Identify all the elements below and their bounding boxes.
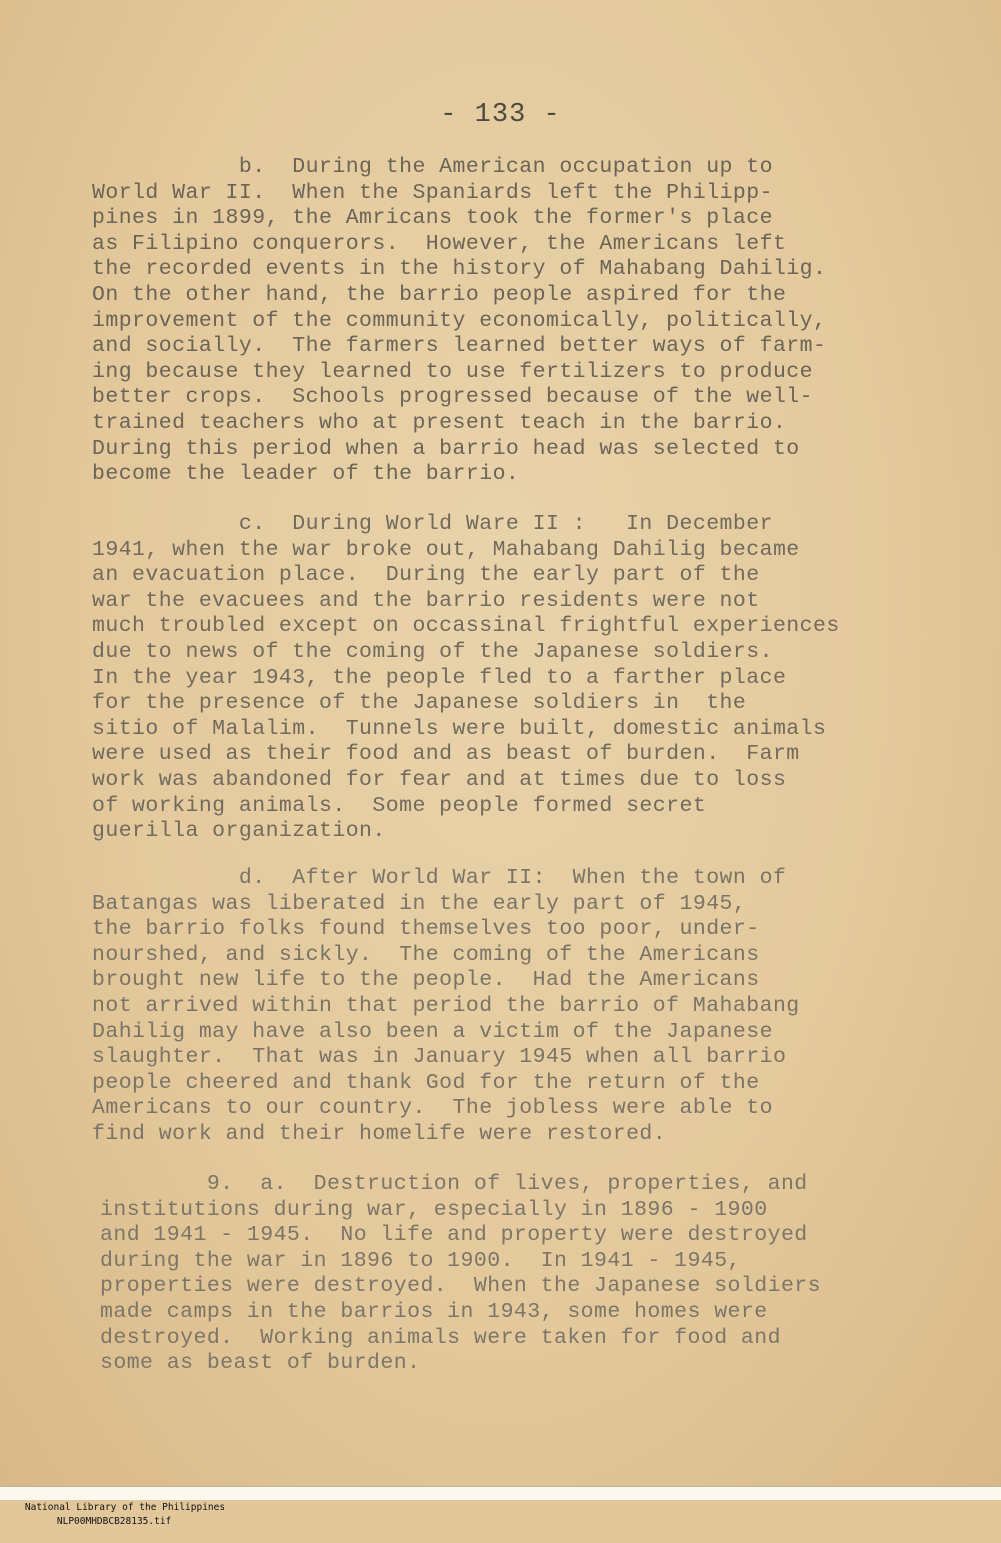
footer-institution: National Library of the Philippines bbox=[24, 1502, 226, 1513]
paragraph-9a-destruction: 9. a. Destruction of lives, properties, and institutions during war, especially in 1896 - 1900 and 1941 - 1945. No life and property were destroyed during the war in 1896 to 1900. In 1941 - 1945, properties were destroyed. When the Japanese soldiers made camps in the barrios in 1943, some homes were destroyed. Working animals were taken for food and some as beast of burden. bbox=[100, 1172, 822, 1376]
page-number: - 133 - bbox=[440, 100, 561, 130]
paragraph-d-after-world-war-ii: d. After World War II: When the town of Batangas was liberated in the early part of 1945, the barrio folks found themselves too poor, under- nourshed, and sickly. The coming of the Americans brought new life to the people. Had the Americans not arrived within that period the barrio of Mahabang Dahilig may have also been a victim of the Japanese slaughter. That was in January 1945 when all barrio people cheered and thank God for the return of the Americans to our country. The jobless were able to find work and their homelife were restored. bbox=[92, 866, 800, 1146]
footer-filename: NLP00MHDBCB28135.tif bbox=[56, 1516, 172, 1527]
paragraph-b-american-occupation: b. During the American occupation up to World War II. When the Spaniards left the Philipp- pines in 1899, the Amricans took the former's place as Filipino conquerors. However, the Americans left the recorded events in the history of Mahabang Dahilig. On the other hand, the barrio people aspired for the improvement of the community economically, politically, and socially. The farmers learned better ways of farm- ing because they learned to use fertilizers to produce better crops. Schools progressed because of the well- trained teachers who at present teach in the barrio. During this period when a barrio head was selected to become the leader of the barrio. bbox=[92, 155, 827, 487]
paragraph-c-world-war-ii: c. During World Ware II : In December 1941, when the war broke out, Mahabang Dahilig became an evacuation place. During the early part of the war the evacuees and the barrio residents were not much troubled except on occassinal frightful experiences due to news of the coming of the Japanese soldiers. In the year 1943, the people fled to a farther place for the presence of the Japanese soldiers in the sitio of Malalim. Tunnels were built, domestic animals were used as their food and as beast of burden. Farm work was abandoned for fear and at times due to loss of working animals. Some people formed secret guerilla organization. bbox=[92, 512, 840, 844]
scan-footer bbox=[0, 1486, 1001, 1527]
